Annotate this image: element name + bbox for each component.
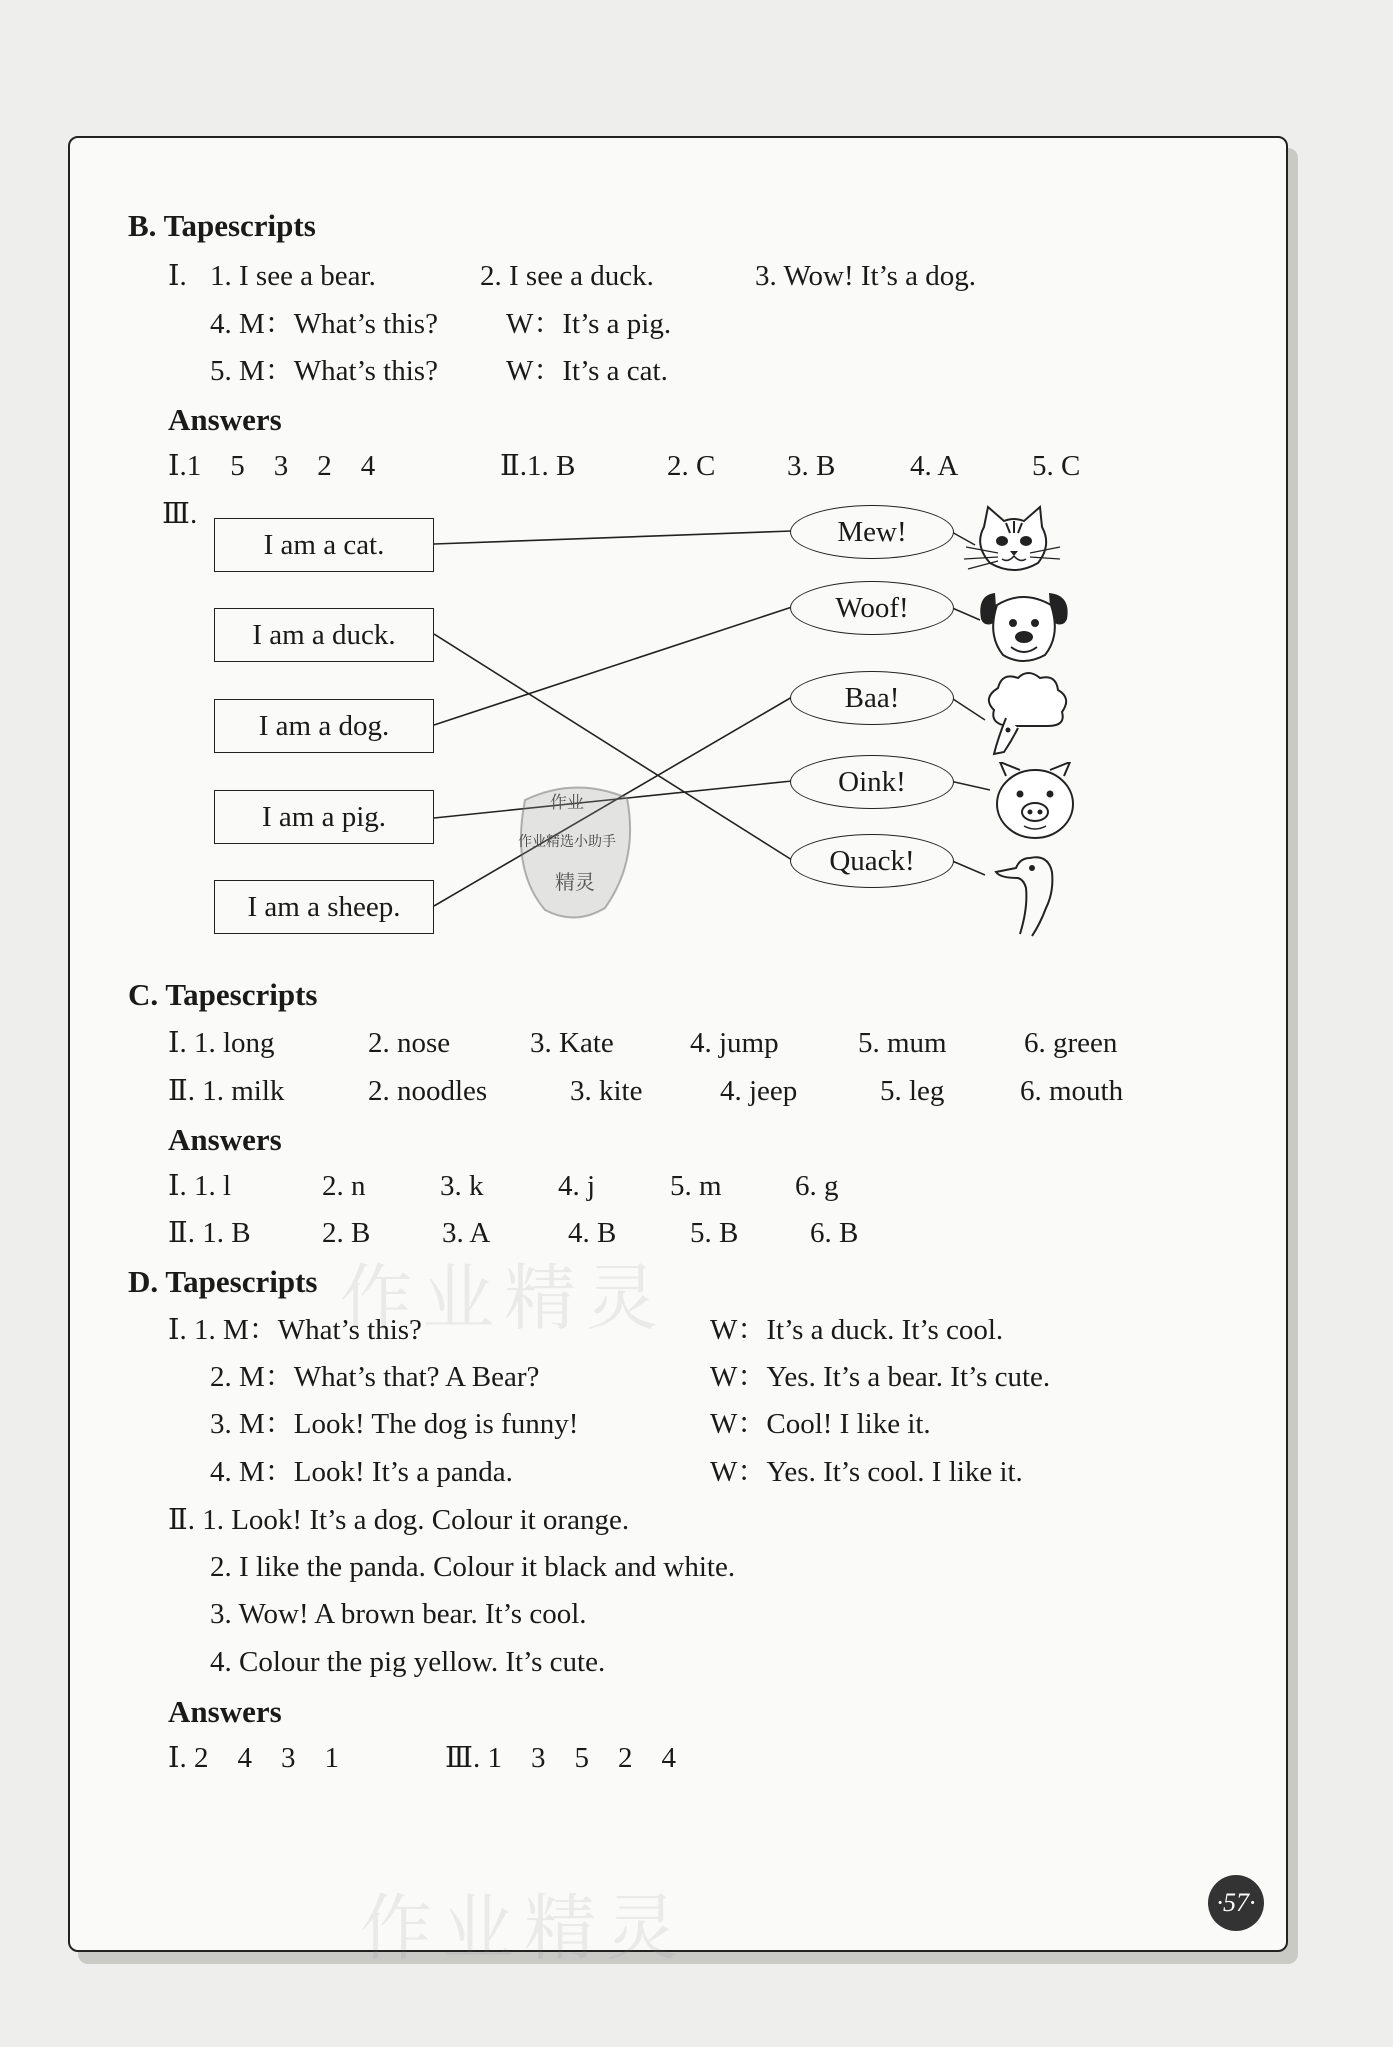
c-answers-title: Answers	[168, 1122, 282, 1157]
bubble-mew: Mew!	[790, 505, 954, 559]
c-ii-4: 4. jeep	[720, 1075, 798, 1107]
d-i-3-w: W：Cool! I like it.	[710, 1408, 931, 1440]
b-i-4-w: W：It’s a pig.	[506, 308, 672, 340]
d-ans-i: Ⅰ. 2 4 3 1	[168, 1742, 339, 1774]
c-i-2: 2. nose	[368, 1027, 451, 1059]
d-ans-iii: Ⅲ. 1 3 5 2 4	[445, 1742, 676, 1774]
b-i-3: 3. Wow! It’s a dog.	[755, 260, 977, 292]
d-i-3-m: 3. M：Look! The dog is funny!	[210, 1408, 579, 1440]
b-i-5-w: W：It’s a cat.	[506, 355, 668, 387]
bubble-baa: Baa!	[790, 671, 954, 725]
c-ans-i-6: 6. g	[795, 1170, 839, 1202]
b-ans-ii-3: 3. B	[787, 450, 836, 482]
match-left-duck: I am a duck.	[214, 608, 434, 662]
b-ans-iii-label: Ⅲ.	[162, 498, 198, 530]
c-ans-i-2: 2. n	[322, 1170, 366, 1202]
c-ans-ii-3: 3. A	[442, 1217, 491, 1249]
d-ii-2: 2. I like the panda. Colour it black and white.	[210, 1551, 736, 1583]
c-i-3: 3. Kate	[530, 1027, 614, 1059]
b-ans-ii-5: 5. C	[1032, 450, 1081, 482]
sheep-icon	[978, 668, 1078, 758]
watermark-middle: 作业精灵	[340, 1256, 669, 1340]
c-ii-6: 6. mouth	[1020, 1075, 1124, 1107]
c-ans-ii-6: 6. B	[810, 1217, 859, 1249]
match-line-cat	[434, 531, 792, 544]
c-ans-i-5: 5. m	[670, 1170, 722, 1202]
c-ii-1: Ⅱ. 1. milk	[168, 1075, 285, 1107]
c-ans-i-3: 3. k	[440, 1170, 484, 1202]
d-i-4-m: 4. M：Look! It’s a panda.	[210, 1456, 513, 1488]
match-left-sheep: I am a sheep.	[214, 880, 434, 934]
match-line-dog	[434, 607, 792, 725]
b-i-1: 1. I see a bear.	[210, 260, 376, 292]
d-ii-3: 3. Wow! A brown bear. It’s cool.	[210, 1598, 587, 1630]
c-i-1: Ⅰ. 1. long	[168, 1027, 275, 1059]
match-left-pig: I am a pig.	[214, 790, 434, 844]
section-d-title: D. Tapescripts	[128, 1264, 318, 1299]
b-ans-ii-4: 4. A	[910, 450, 959, 482]
b-ans-ii-1: Ⅱ.1. B	[500, 450, 576, 482]
d-i-1-m: Ⅰ. 1. M：What’s this?	[168, 1314, 422, 1346]
b-i-4-m: 4. M：What’s this?	[210, 308, 438, 340]
bubble-oink: Oink!	[790, 755, 954, 809]
c-ans-i-1: Ⅰ. 1. l	[168, 1170, 232, 1202]
duck-icon	[990, 848, 1070, 938]
b-i-5-m: 5. M：What’s this?	[210, 355, 438, 387]
c-ans-ii-4: 4. B	[568, 1217, 617, 1249]
c-i-5: 5. mum	[858, 1027, 947, 1059]
d-i-4-w: W：Yes. It’s cool. I like it.	[710, 1456, 1023, 1488]
b-answers-title: Answers	[168, 402, 282, 437]
bubble-quack: Quack!	[790, 834, 954, 888]
dog-icon	[975, 585, 1075, 667]
cat-icon	[962, 505, 1062, 579]
c-ii-2: 2. noodles	[368, 1075, 488, 1107]
b-ans-i: Ⅰ.1 5 3 2 4	[168, 450, 376, 482]
d-i-2-w: W：Yes. It’s a bear. It’s cute.	[710, 1361, 1051, 1393]
c-ans-ii-5: 5. B	[690, 1217, 739, 1249]
b-i-label: Ⅰ.	[168, 260, 187, 292]
c-ans-ii-1: Ⅱ. 1. B	[168, 1217, 251, 1249]
stamp-text-1: 作业	[550, 793, 584, 813]
c-ans-i-4: 4. j	[558, 1170, 596, 1202]
d-i-2-m: 2. M：What’s that? A Bear?	[210, 1361, 540, 1393]
match-left-cat: I am a cat.	[214, 518, 434, 572]
pig-icon	[990, 762, 1080, 842]
c-ii-5: 5. leg	[880, 1075, 945, 1107]
stamp-text-3: 精灵	[555, 870, 595, 894]
d-i-1-w: W：It’s a duck. It’s cool.	[710, 1314, 1004, 1346]
c-ii-3: 3. kite	[570, 1075, 643, 1107]
match-left-dog: I am a dog.	[214, 699, 434, 753]
bubble-woof: Woof!	[790, 581, 954, 635]
d-ii-1: Ⅱ. 1. Look! It’s a dog. Colour it orange.	[168, 1504, 630, 1536]
d-answers-title: Answers	[168, 1694, 282, 1729]
stamp-text-2: 作业精选小助手	[518, 834, 616, 850]
c-ans-ii-2: 2. B	[322, 1217, 371, 1249]
section-b-title: B. Tapescripts	[128, 208, 316, 243]
b-i-2: 2. I see a duck.	[480, 260, 654, 292]
b-ans-ii-2: 2. C	[667, 450, 716, 482]
c-i-6: 6. green	[1024, 1027, 1118, 1059]
watermark-bottom: 作业精灵	[360, 1886, 689, 1970]
c-i-4: 4. jump	[690, 1027, 779, 1059]
d-ii-4: 4. Colour the pig yellow. It’s cute.	[210, 1646, 606, 1678]
page-number: ·57·	[1208, 1875, 1264, 1931]
section-c-title: C. Tapescripts	[128, 977, 318, 1012]
